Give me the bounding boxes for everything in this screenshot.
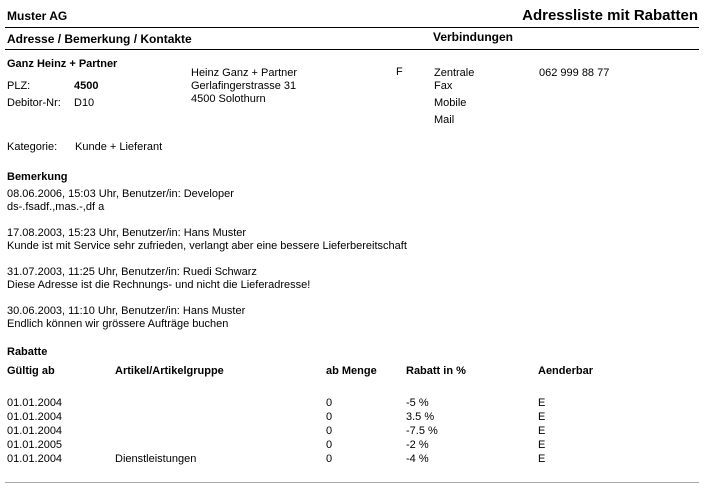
- postal-line: Gerlafingerstrasse 31: [191, 80, 297, 92]
- cell-aenderbar: E: [538, 411, 546, 423]
- column-header-gueltig-ab: Gültig ab: [7, 365, 55, 377]
- cell-ab-menge: 0: [326, 439, 333, 451]
- cell-rabatt: -2 %: [406, 439, 429, 451]
- section-divider: [5, 49, 699, 50]
- cell-artikel: [115, 439, 326, 453]
- cell-aenderbar: E: [538, 397, 546, 409]
- cell-artikel: [115, 425, 326, 439]
- remarks-title: Bemerkung: [7, 171, 68, 183]
- header-divider: [5, 27, 699, 28]
- kategorie-value: Kunde + Lieferant: [75, 141, 163, 153]
- cell-artikel: [115, 411, 326, 425]
- column-header-aenderbar: Aenderbar: [538, 365, 594, 377]
- section-title-address: Adresse / Bemerkung / Kontakte: [7, 32, 192, 46]
- debitor-value: D10: [74, 97, 95, 109]
- cell-artikel: Dienstleistungen: [115, 453, 197, 465]
- remark-meta: 17.08.2003, 15:23 Uhr, Benutzer/in: Hans Muster: [7, 227, 247, 239]
- cell-aenderbar: E: [538, 425, 546, 437]
- column-header-artikel: Artikel/Artikelgruppe: [115, 365, 224, 377]
- remark-meta: 30.06.2003, 11:10 Uhr, Benutzer/in: Hans Muster: [7, 305, 246, 317]
- remark-text: Diese Adresse ist die Rechnungs- und nicht die Lieferadresse!: [7, 279, 311, 291]
- cell-rabatt: -4 %: [406, 453, 429, 465]
- cell-rabatt: -7.5 %: [406, 425, 438, 437]
- footer-divider: [5, 482, 699, 483]
- table-row: [7, 397, 598, 411]
- remark-text: ds-.fsadf.,mas.-,df a: [7, 201, 105, 213]
- cell-ab-menge: 0: [326, 425, 333, 437]
- company-name: Muster AG: [7, 9, 68, 23]
- cell-aenderbar: E: [538, 453, 546, 465]
- cell-rabatt: -5 %: [406, 397, 429, 409]
- section-title-connections: Verbindungen: [433, 30, 514, 44]
- kategorie-label: Kategorie:: [7, 141, 58, 153]
- connection-type: Mail: [434, 114, 455, 126]
- cell-ab-menge: 0: [326, 453, 333, 465]
- table-row: [7, 425, 598, 439]
- cell-rabatt: 3.5 %: [406, 411, 435, 423]
- remark-meta: 31.07.2003, 11:25 Uhr, Benutzer/in: Ruedi Schwarz: [7, 266, 257, 278]
- postal-line: 4500 Solothurn: [191, 93, 266, 105]
- report-title: Adressliste mit Rabatten: [522, 7, 698, 24]
- cell-gueltig-ab: 01.01.2004: [7, 453, 63, 465]
- cell-gueltig-ab: 01.01.2004: [7, 397, 63, 409]
- connection-type: Fax: [434, 80, 453, 92]
- cell-artikel: [115, 397, 326, 411]
- address-name: Ganz Heinz + Partner: [7, 58, 118, 70]
- cell-aenderbar: E: [538, 439, 546, 451]
- connection-type: Mobile: [434, 97, 467, 109]
- connection-value[interactable]: 062 999 88 77: [539, 67, 610, 79]
- table-row: [7, 411, 598, 425]
- rabatte-table: [7, 397, 598, 467]
- cell-ab-menge: 0: [326, 411, 333, 423]
- remark-meta: 08.06.2006, 15:03 Uhr, Benutzer/in: Developer: [7, 188, 234, 200]
- column-header-ab-menge: ab Menge: [326, 365, 377, 377]
- table-row: [7, 439, 598, 453]
- column-header-rabatt: Rabatt in %: [406, 365, 466, 377]
- cell-gueltig-ab: 01.01.2004: [7, 425, 63, 437]
- cell-gueltig-ab: 01.01.2004: [7, 411, 63, 423]
- debitor-label: Debitor-Nr:: [7, 97, 61, 109]
- remark-text: Endlich können wir grössere Aufträge buchen: [7, 318, 229, 330]
- remark-text: Kunde ist mit Service sehr zufrieden, verlangt aber eine bessere Lieferbereitschaft: [7, 240, 407, 252]
- rabatte-title: Rabatte: [7, 346, 48, 358]
- plz-label: PLZ:: [7, 80, 31, 92]
- cell-gueltig-ab: 01.01.2005: [7, 439, 63, 451]
- table-row: [7, 453, 598, 467]
- connection-type: Zentrale: [434, 67, 475, 79]
- postal-line: Heinz Ganz + Partner: [191, 67, 298, 79]
- language-code: F: [396, 66, 403, 78]
- cell-ab-menge: 0: [326, 397, 333, 409]
- plz-value: 4500: [74, 80, 99, 92]
